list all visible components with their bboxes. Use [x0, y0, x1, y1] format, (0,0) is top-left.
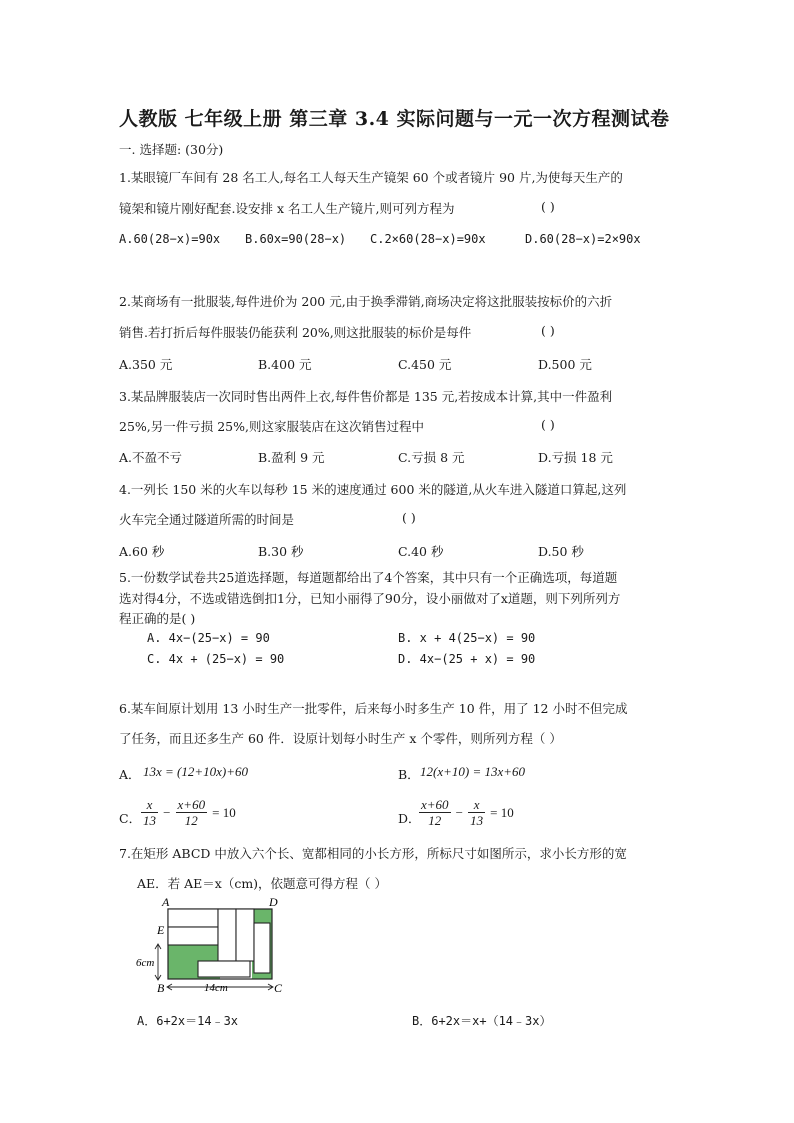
label-a: A	[162, 895, 170, 909]
q3-line2: 25%,另一件亏损 25%,则这家服装店在这次销售过程中	[119, 419, 424, 434]
q2-option-b: B.400 元	[258, 357, 312, 372]
q5-line1: 5.一份数学试卷共25道选择题，每道题都给出了4个答案，其中只有一个正确选项，每道题	[119, 570, 618, 585]
q1-option-c: C.2×60(28−x)=90x	[370, 232, 486, 246]
q7-line2: AE．若 AE＝x（cm)，依题意可得方程（ ）	[137, 876, 388, 891]
q1-line2: 镜架和镜片刚好配套.设安排 x 名工人生产镜片,则可列方程为	[119, 201, 455, 216]
small-rectangle	[168, 909, 218, 927]
q2-line2: 销售.若打折后每件服装仍能获利 20%,则这批服装的标价是每件	[119, 325, 472, 340]
q1-line1: 1.某眼镜厂车间有 28 名工人,每名工人每天生产镜架 60 个或者镜片 90 片,为使每天生产的	[119, 170, 623, 185]
rectangle-figure	[136, 893, 296, 995]
q2-option-d: D.500 元	[538, 357, 592, 372]
q5-line2: 选对得4分，不选或错选倒扣1分，已知小丽得了90分，设小丽做对了x道题，则下列所列方	[119, 591, 621, 606]
q5-option-a: A. 4x−(25−x) = 90	[147, 631, 270, 645]
q6-line1: 6.某车间原计划用 13 小时生产一批零件，后来每小时多生产 10 件，用了 12 小时不但完成	[119, 701, 628, 716]
small-rectangle	[198, 961, 250, 977]
label-e: E	[157, 923, 165, 937]
q6-label-c: C．	[119, 811, 142, 826]
q4-option-c: C.40 秒	[398, 544, 444, 559]
q4-line1: 4.一列长 150 米的火车以每秒 15 米的速度通过 600 米的隧道,从火车进入隧道口算起,这列	[119, 482, 627, 497]
q4-option-a: A.60 秒	[119, 544, 165, 559]
q5-option-b: B. x + 4(25−x) = 90	[398, 631, 536, 645]
fraction: $\frac{x+60}{12}$	[177, 797, 206, 828]
q2-option-c: C.450 元	[398, 357, 452, 372]
fraction: $\frac{x+60}{12}$	[421, 797, 449, 828]
section-heading: 一. 选择题: (30分)	[119, 142, 224, 157]
label-b: B	[157, 981, 165, 995]
q7-option-a: A．6+2x＝14﹣3x	[137, 1014, 239, 1028]
q4-option-d: D.50 秒	[538, 544, 584, 559]
q1-option-b: B.60x=90(28−x)	[245, 232, 347, 246]
label-c: C	[274, 981, 283, 995]
q4-answer-blank: ( )	[402, 510, 416, 525]
q7-line1: 7.在矩形 ABCD 中放入六个长、宽都相同的小长方形，所标尺寸如图所示，求小长方形的宽	[119, 846, 627, 861]
q5-option-c: C. 4x + (25−x) = 90	[147, 652, 285, 666]
q6-option-d-equation: $\frac{x+60}{12}$ − $\frac{x}{13}$ = 10	[421, 797, 514, 828]
small-rectangle	[218, 909, 236, 961]
page-title: 人教版 七年级上册 第三章 3.4 实际问题与一元一次方程测试卷	[119, 108, 670, 130]
q6-label-a: A．	[119, 767, 141, 782]
q4-line2: 火车完全通过隧道所需的时间是	[119, 512, 295, 527]
small-rectangle	[236, 909, 254, 961]
q6-option-b-equation: 12(x+10) = 13x+60	[420, 764, 526, 779]
q2-option-a: A.350 元	[119, 357, 173, 372]
q3-line1: 3.某品牌服装店一次同时售出两件上衣,每件售价都是 135 元,若按成本计算,其中一件盈利	[119, 389, 613, 404]
q3-option-a: A.不盈不亏	[119, 450, 183, 465]
q1-answer-blank: ( )	[541, 199, 555, 214]
width-label: 14cm	[204, 982, 228, 994]
fraction: $\frac{x}{13}$	[470, 797, 484, 828]
q1-option-d: D.60(28−x)=2×90x	[525, 232, 641, 246]
label-d: D	[269, 895, 278, 909]
q3-option-b: B.盈利 9 元	[258, 450, 325, 465]
q3-option-d: D.亏损 18 元	[538, 450, 613, 465]
q3-answer-blank: ( )	[541, 417, 555, 432]
q2-answer-blank: ( )	[541, 323, 555, 338]
q5-line3: 程正确的是( )	[119, 611, 196, 626]
q5-option-d: D. 4x−(25 + x) = 90	[398, 652, 536, 666]
q6-option-c-equation: $\frac{x}{13}$ − $\frac{x+60}{12}$ = 10	[143, 797, 236, 828]
small-rectangle	[254, 923, 270, 973]
height-label: 6cm	[136, 957, 155, 969]
q3-option-c: C.亏损 8 元	[398, 450, 465, 465]
q6-label-d: D．	[398, 811, 421, 826]
q6-option-a-equation: 13x = (12+10x)+60	[143, 764, 249, 779]
q1-option-a: A.60(28−x)=90x	[119, 232, 221, 246]
q2-line1: 2.某商场有一批服装,每件进价为 200 元,由于换季滞销,商场决定将这批服装按标价的六折	[119, 294, 613, 309]
q4-option-b: B.30 秒	[258, 544, 304, 559]
q7-option-b: B．6+2x＝x+（14﹣3x）	[412, 1014, 552, 1028]
q6-label-b: B．	[398, 767, 420, 782]
q6-line2: 了任务，而且还多生产 60 件．设原计划每小时生产 x 个零件，则所列方程（ ）	[119, 731, 562, 746]
fraction: $\frac{x}{13}$	[143, 797, 156, 828]
small-rectangle	[168, 927, 218, 945]
